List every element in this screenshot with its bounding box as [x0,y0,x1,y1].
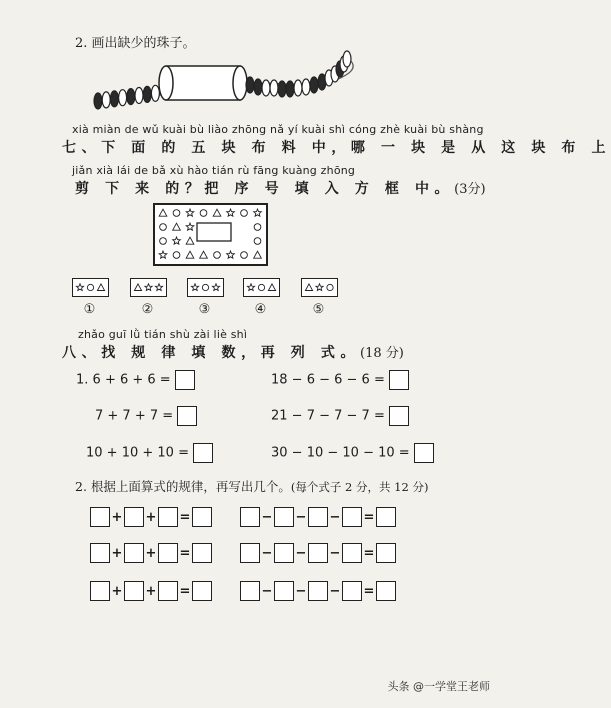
blank-addition-row-3: + + = [90,581,212,601]
covered-tube [159,66,247,100]
star-shape [316,284,323,291]
bead-light [294,80,302,96]
star-shape [186,209,194,216]
circle-shape [254,238,261,245]
eq-right-3: 30 − 10 − 10 − 10 = [271,443,434,463]
eq-left-2: 7 + 7 + 7 = [95,406,197,426]
missing-piece-hole [197,223,231,241]
watermark: 头条 @一学堂王老师 [387,680,490,693]
bead-dark [286,81,294,97]
bead-dark [127,89,135,105]
eq-right-1: 18 − 6 − 6 − 6 = [271,370,409,390]
choice-piece-3[interactable] [187,278,224,297]
bead-dark [246,77,254,93]
sec7-question-line1: 七、下 面 的 五 块 布 料 中，哪 一 块 是 从 这 块 布 上 [62,140,611,156]
triangle-shape [254,251,262,258]
circle-shape [202,284,208,290]
answer-box[interactable] [414,443,434,463]
bead-light [302,79,310,95]
eq-left-1: 1. 6 + 6 + 6 = [76,370,195,390]
circle-shape [327,284,333,290]
circle-shape [214,252,221,259]
choice-label-2: ② [141,302,154,317]
sec8-title [62,342,404,362]
bead-abacus-figure [88,50,368,122]
bead-dark [278,81,286,97]
sec8-title-text: 八、找 规 律 填 数，再 列 式。 [62,345,361,361]
bead-light [135,88,143,104]
star-shape [186,223,194,230]
circle-shape [258,284,264,290]
star-shape [254,209,262,216]
star-shape [145,284,152,291]
choice-label-1: ① [83,302,96,317]
triangle-shape [305,284,312,291]
sec7-question-line2 [75,178,486,198]
eq-right-2: 21 − 7 − 7 − 7 = [271,406,409,426]
bead-light [343,51,351,67]
q2-pattern-title: 2. 根据上面算式的规律，再写出几个。(每个式子 2 分，共 12 分) [75,479,429,494]
star-shape [212,284,219,291]
answer-box[interactable] [175,370,195,390]
triangle-shape [159,209,167,216]
choice-piece-2[interactable] [130,278,167,297]
circle-shape [173,210,180,217]
answer-box[interactable] [389,406,409,426]
circle-shape [200,210,207,217]
star-shape [159,251,167,258]
choice-piece-1[interactable] [72,278,109,297]
star-shape [191,284,198,291]
star-shape [247,284,254,291]
circle-shape [173,252,180,259]
bead-dark [94,93,102,109]
bead-dark [110,91,118,107]
bead-dark [254,79,262,95]
star-shape [227,209,235,216]
eq-left-3: 10 + 10 + 10 = [86,443,213,463]
triangle-shape [186,251,194,258]
bead-dark [310,77,318,93]
sec7-pinyin-line2: jiǎn xià lái de bǎ xù hào tián rù fāng kuàng zhōng [72,164,356,177]
triangle-shape [213,209,221,216]
bead-light [119,90,127,106]
bead-light [102,92,110,108]
circle-shape [160,238,167,245]
blank-subtraction-row-2: − − − = [240,543,396,563]
star-shape [76,284,83,291]
circle-shape [241,252,248,259]
bead-light [151,85,159,101]
sec7-points: (3分) [454,182,486,197]
triangle-shape [173,223,181,230]
bead-dark [143,86,151,102]
triangle-shape [268,284,275,291]
triangle-shape [97,284,104,291]
circle-shape [254,224,261,231]
circle-shape [87,284,93,290]
circle-shape [241,210,248,217]
choice-label-4: ④ [254,302,267,317]
sec7-question-line2-text: 剪 下 来 的？把 序 号 填 入 方 框 中。 [75,181,455,197]
choice-piece-5[interactable] [301,278,338,297]
star-shape [227,251,235,258]
choice-label-5: ⑤ [312,302,325,317]
triangle-shape [200,251,208,258]
triangle-shape [134,284,141,291]
bead-light [262,80,270,96]
answer-box[interactable] [177,406,197,426]
answer-box[interactable] [389,370,409,390]
blank-subtraction-row-1: − − − = [240,507,396,527]
bead-light [270,80,278,96]
sec8-points: (18 分) [360,346,404,361]
fabric-pattern [153,203,268,266]
star-shape [155,284,162,291]
question-beads-title: 2. 画出缺少的珠子。 [75,36,196,51]
star-shape [173,237,181,244]
blank-addition-row-1: + + = [90,507,212,527]
answer-box[interactable] [193,443,213,463]
choice-label-3: ③ [198,302,211,317]
blank-subtraction-row-3: − − − = [240,581,396,601]
blank-addition-row-2: + + = [90,543,212,563]
sec8-pinyin: zhǎo guī lǜ tián shù zài liè shì [78,328,248,341]
sec7-pinyin-line1: xià miàn de wǔ kuài bù liào zhōng nǎ yí kuài shì cóng zhè kuài bù shàng [72,123,484,136]
triangle-shape [186,237,194,244]
circle-shape [160,224,167,231]
choice-piece-4[interactable] [243,278,280,297]
